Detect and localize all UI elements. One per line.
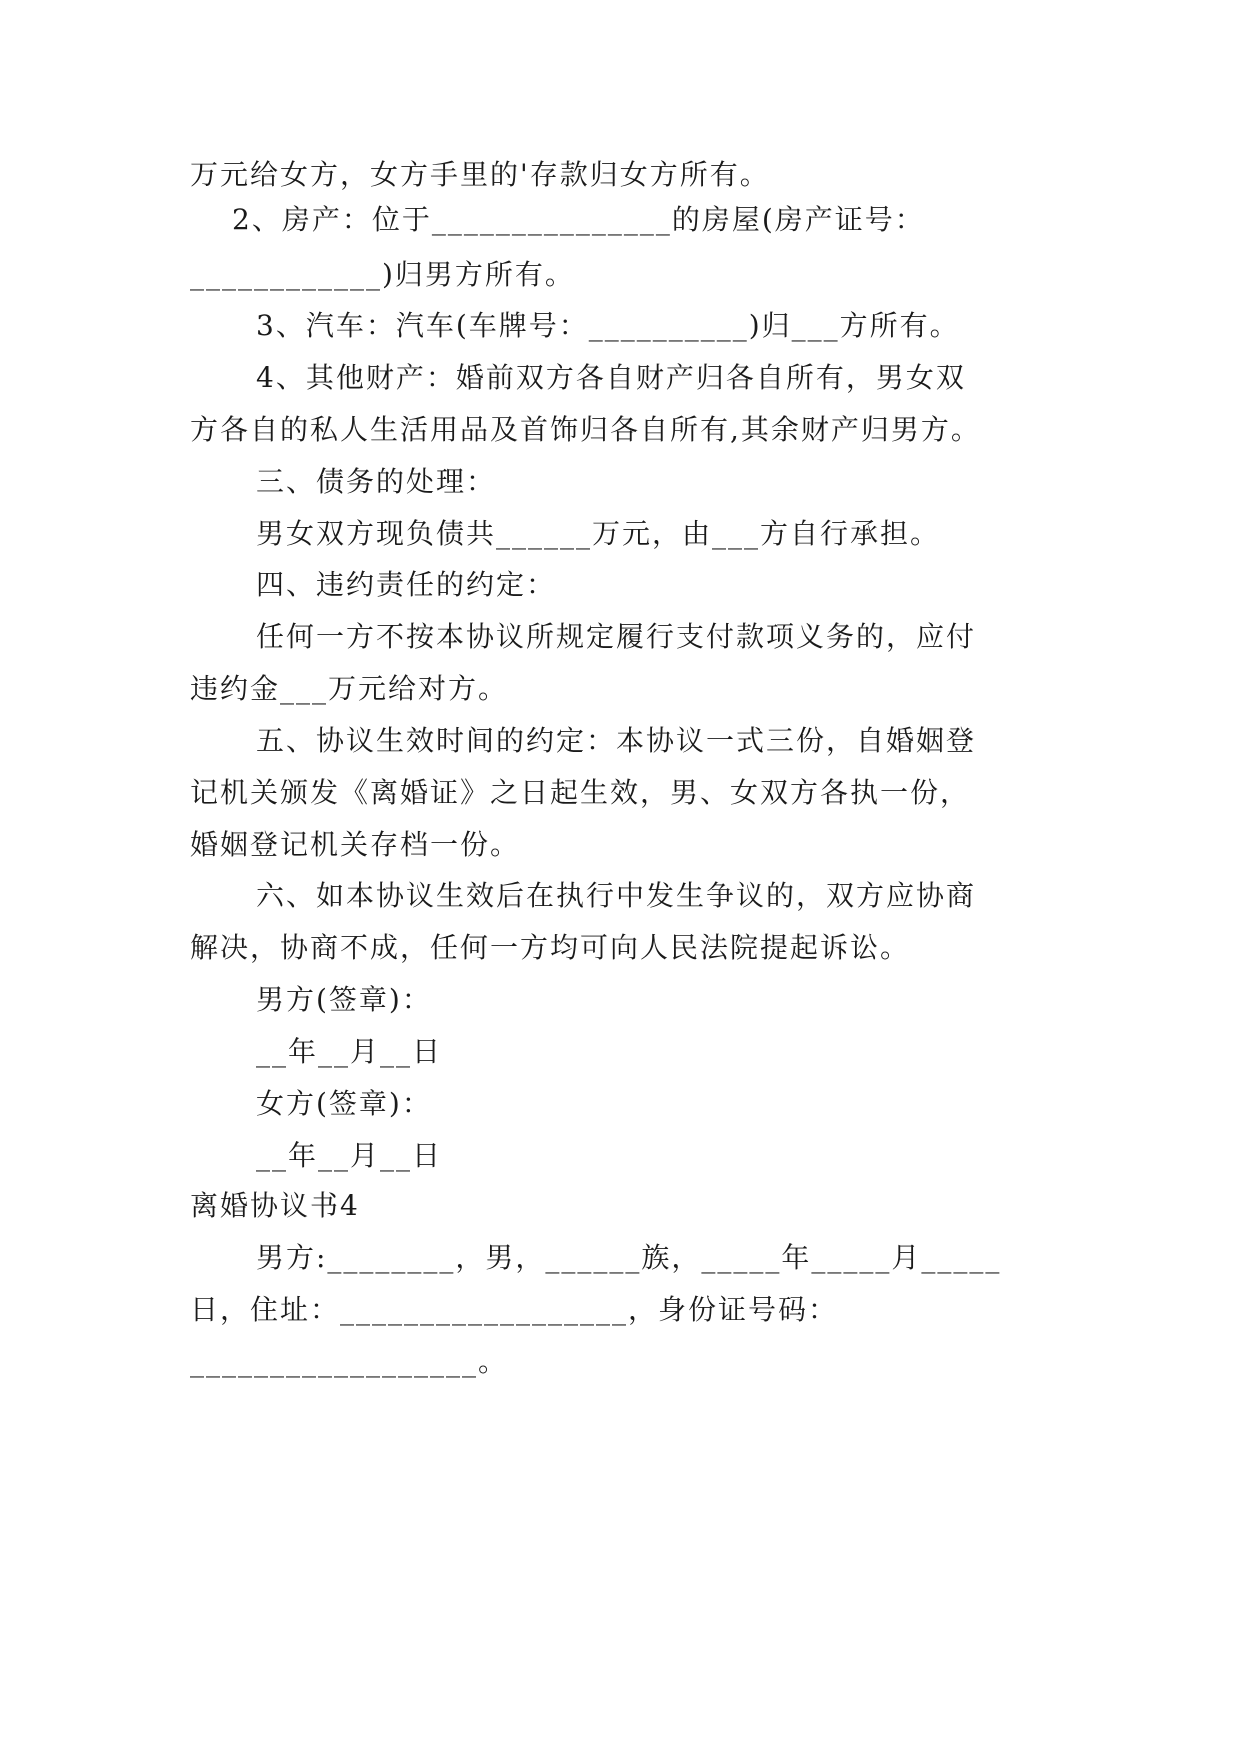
text-line: 男方:________，男，______族，_____年_____月_____ — [256, 1241, 1002, 1274]
section-heading: 五、协议生效时间的约定：本协议一式三份，自婚姻登 — [256, 724, 977, 757]
text-line: 万元给女方，女方手里的'存款归女方所有。 — [190, 158, 770, 191]
signature-label-male: 男方(签章)： — [256, 983, 432, 1016]
text-line: 2、房产：位于_______________的房屋(房产证号： — [232, 203, 925, 236]
text-line: 日，住址：__________________，身份证号码： — [190, 1293, 839, 1326]
text-line: 男女双方现负债共______万元，由___方自行承担。 — [256, 517, 941, 550]
section-heading: 四、违约责任的约定： — [256, 568, 557, 601]
date-blank: __年__月__日 — [256, 1139, 443, 1172]
text-line: ____________)归男方所有。 — [190, 258, 575, 291]
text-line: 婚姻登记机关存档一份。 — [190, 828, 521, 861]
date-blank: __年__月__日 — [256, 1035, 443, 1068]
text-line: 3、汽车：汽车(车牌号：__________)归___方所有。 — [256, 309, 960, 342]
text-line: 4、其他财产：婚前双方各自财产归各自所有，男女双 — [256, 361, 966, 394]
signature-label-female: 女方(签章)： — [256, 1087, 432, 1120]
text-line: 违约金___万元给对方。 — [190, 672, 509, 705]
section-heading: 六、如本协议生效后在执行中发生争议的，双方应协商 — [256, 879, 977, 912]
text-line: 解决，协商不成，任何一方均可向人民法院提起诉讼。 — [190, 931, 911, 964]
text-line: 任何一方不按本协议所规定履行支付款项义务的，应付 — [256, 620, 977, 653]
text-line: 记机关颁发《离婚证》之日起生效，男、女双方各执一份， — [190, 776, 971, 809]
text-line: __________________。 — [190, 1345, 509, 1378]
section-heading: 三、债务的处理： — [256, 465, 497, 498]
document-title: 离婚协议书4 — [190, 1189, 360, 1222]
text-line: 方各自的私人生活用品及首饰归各自所有,其余财产归男方。 — [190, 413, 981, 446]
